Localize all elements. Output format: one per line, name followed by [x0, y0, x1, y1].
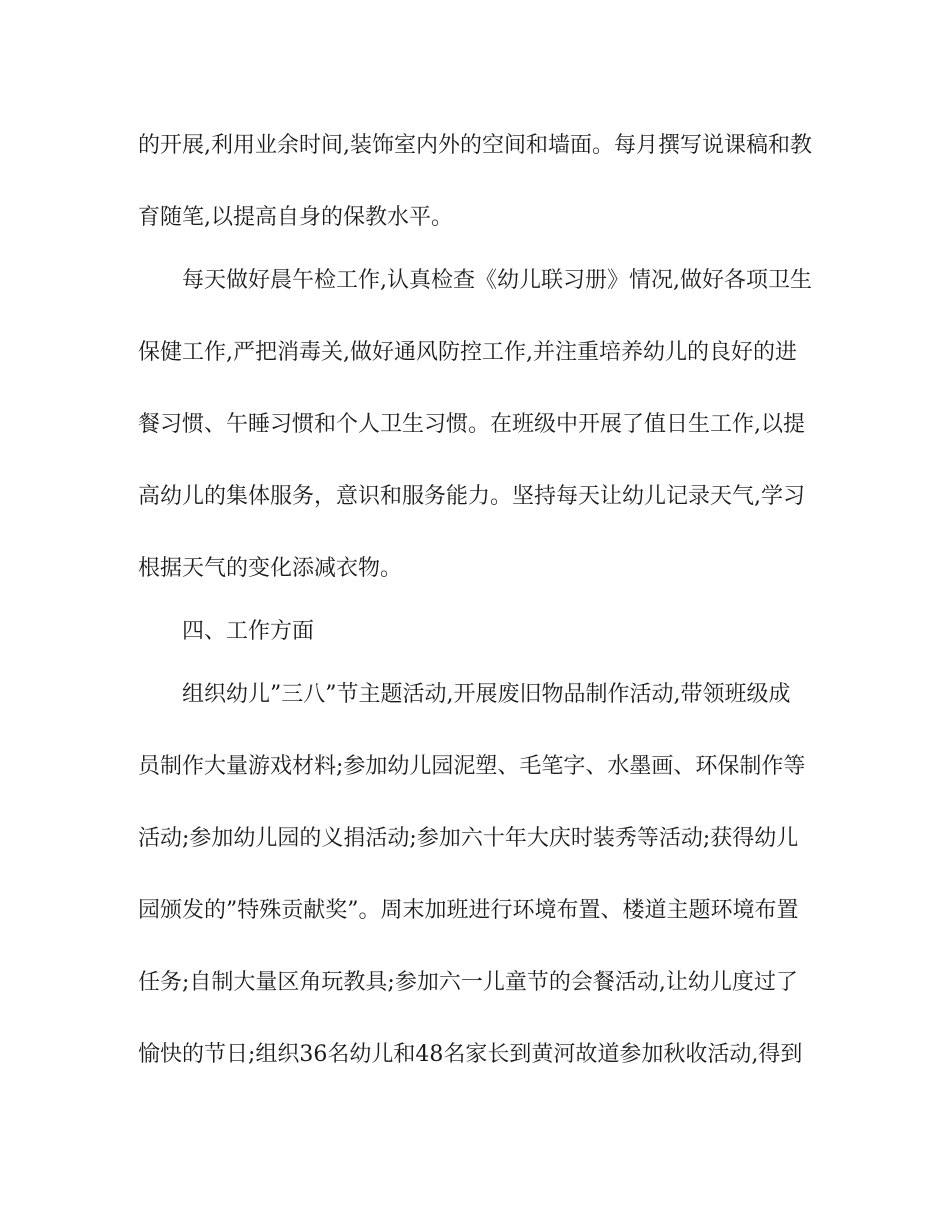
paragraph-line: 每天做好晨午检工作,认真检查《幼儿联习册》情况,做好各项卫生 — [182, 268, 812, 293]
paragraph-line: 保健工作,严把消毒关,做好通风防控工作,并注重培养幼儿的良好的进 — [138, 340, 797, 365]
paragraph-line: 组织幼儿”三八”节主题活动,开展废旧物品制作活动,带领班级成 — [182, 682, 791, 707]
paragraph-line: 餐习惯、午睡习惯和个人卫生习惯。在班级中开展了值日生工作,以提 — [138, 412, 805, 437]
paragraph-line: 活动;参加幼儿园的义捐活动;参加六十年大庆时装秀等活动;获得幼儿 — [138, 826, 799, 851]
paragraph-line: 任务;自制大量区角玩教具;参加六一儿童节的会餐活动,让幼儿度过了 — [138, 970, 798, 995]
paragraph-line: 的开展,利用业余时间,装饰室内外的空间和墙面。每月撰写说课稿和教 — [138, 133, 812, 158]
paragraph-line: 园颁发的”特殊贡献奖”。周末加班进行环境布置、楼道主题环境布置 — [138, 898, 799, 923]
paragraph-line: 高幼儿的集体服务，意识和服务能力。坚持每天让幼儿记录天气,学习 — [138, 484, 805, 509]
paragraph-line: 愉快的节日;组织36名幼儿和48名家长到黄河故道参加秋收活动,得到 — [138, 1042, 803, 1067]
paragraph-line: 育随笔,以提高自身的保教水平。 — [138, 205, 453, 230]
paragraph-line: 员制作大量游戏材料;参加幼儿园泥塑、毛笔字、水墨画、环保制作等 — [138, 754, 806, 779]
paragraph-line: 根据天气的变化添减衣物。 — [138, 556, 403, 581]
section-heading: 四、工作方面 — [182, 619, 315, 644]
